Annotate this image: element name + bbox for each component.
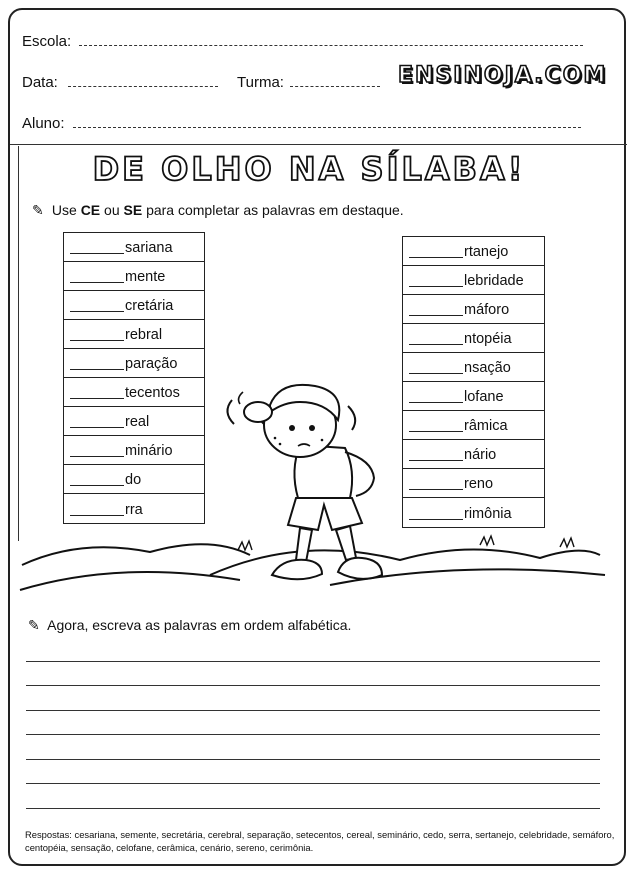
- instruction-1: ✎ Use CE ou SE para completar as palavras em destaque.: [32, 202, 404, 218]
- word-ending: sariana: [125, 240, 173, 256]
- escola-label: Escola:: [22, 33, 72, 50]
- answer-line[interactable]: [26, 711, 600, 736]
- word-ending: râmica: [464, 418, 508, 434]
- aluno-label: Aluno:: [22, 115, 65, 132]
- turma-label: Turma:: [237, 74, 284, 91]
- answer-line[interactable]: [26, 662, 600, 687]
- ensinoja-logo: ENSINOJA.COM: [398, 63, 608, 88]
- word-ending: lebridade: [464, 273, 524, 289]
- syllable-ce: CE: [80, 202, 101, 218]
- answer-line[interactable]: [26, 735, 600, 760]
- word-ending: reno: [464, 476, 494, 492]
- syllable-se: SE: [123, 202, 143, 218]
- answer-lines: [26, 637, 600, 809]
- word-ending: nário: [464, 447, 497, 463]
- word-ending: rra: [125, 502, 143, 518]
- answer-line[interactable]: [26, 760, 600, 785]
- word-ending: ntopéia: [464, 331, 512, 347]
- word-ending: rimônia: [464, 506, 512, 522]
- word-ending: do: [125, 472, 142, 488]
- answer-key: Respostas: cesariana, semente, secretária, cerebral, separação, setecentos, cereal, seminário, cedo, serra, sertanejo, celebridade, semáforo, centopéia, sensação, celofane, cerâmica, cenário, sereno, cerimônia.: [25, 829, 615, 853]
- word-ending: minário: [125, 443, 173, 459]
- answer-line[interactable]: [26, 784, 600, 809]
- instruction-2: ✎ Agora, escreva as palavras em ordem alfabética.: [28, 617, 352, 633]
- pencil-icon: ✎: [28, 617, 40, 633]
- word-ending: mente: [125, 269, 166, 285]
- answer-line[interactable]: [26, 686, 600, 711]
- pencil-icon: ✎: [32, 202, 44, 218]
- word-ending: rtanejo: [464, 244, 509, 260]
- word-ending: nsação: [464, 360, 511, 376]
- word-ending: cretária: [125, 298, 174, 314]
- word-ending: paração: [125, 356, 178, 372]
- word-ending: máforo: [464, 302, 510, 318]
- page-title: DE OLHO NA SÍLABA!: [92, 150, 526, 188]
- data-label: Data:: [22, 74, 58, 91]
- answer-line[interactable]: [26, 637, 600, 662]
- word-ending: lofane: [464, 389, 504, 405]
- word-ending: rebral: [125, 327, 163, 343]
- word-ending: real: [125, 414, 150, 430]
- word-ending: tecentos: [125, 385, 180, 401]
